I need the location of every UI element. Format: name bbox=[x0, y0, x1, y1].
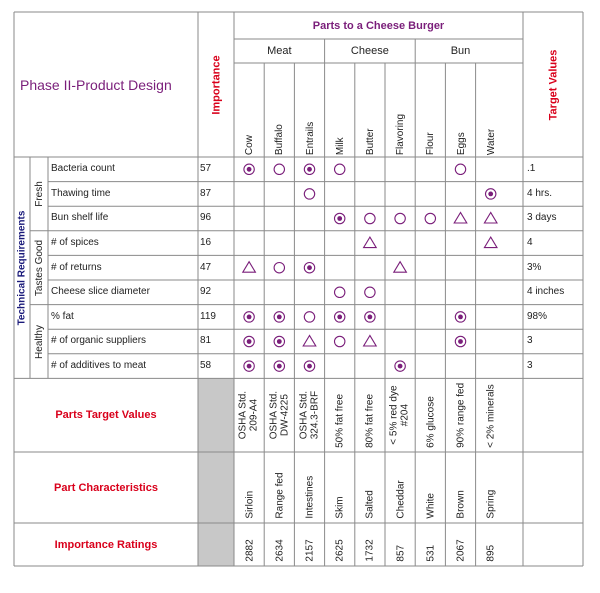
requirement-target-7: 3 bbox=[527, 335, 533, 347]
medium-relationship-symbol bbox=[365, 287, 375, 297]
bottom-value-2-8: 895 bbox=[485, 545, 497, 562]
strong-relationship-dot bbox=[307, 265, 312, 270]
category-label-2: Healthy bbox=[33, 324, 45, 359]
strong-relationship-dot bbox=[247, 315, 252, 320]
requirement-name-6: % fat bbox=[51, 310, 74, 322]
bottom-row-label-1: Part Characteristics bbox=[54, 481, 158, 494]
target-values-header: Target Values bbox=[546, 49, 559, 120]
weak-relationship-triangle bbox=[243, 262, 256, 273]
bottom-value-0-3: 50% fat free bbox=[334, 394, 346, 448]
category-label-0: Fresh bbox=[33, 181, 45, 207]
bottom-value-2-1: 2634 bbox=[273, 539, 285, 562]
bottom-value-0-8: < 2% minerals bbox=[485, 384, 497, 448]
medium-relationship-symbol bbox=[395, 213, 405, 223]
group-header-bun: Bun bbox=[450, 45, 471, 57]
bottom-value-0-1: OSHA Std. DW-4225 bbox=[268, 391, 291, 440]
weak-relationship-triangle bbox=[484, 213, 497, 224]
strong-relationship-dot bbox=[277, 315, 282, 320]
requirement-target-6: 98% bbox=[527, 310, 548, 322]
bottom-value-2-4: 1732 bbox=[364, 539, 376, 562]
strong-relationship-dot bbox=[337, 315, 342, 320]
strong-relationship-dot bbox=[488, 192, 493, 197]
requirement-importance-8: 58 bbox=[200, 360, 212, 372]
requirement-target-4: 3% bbox=[527, 261, 542, 273]
requirement-name-3: # of spices bbox=[51, 237, 99, 249]
strong-relationship-dot bbox=[307, 167, 312, 172]
medium-relationship-symbol bbox=[335, 287, 345, 297]
bottom-value-0-6: 6% glucose bbox=[424, 396, 436, 448]
bottom-value-2-0: 2882 bbox=[243, 539, 255, 562]
strong-relationship-dot bbox=[277, 364, 282, 369]
medium-relationship-symbol bbox=[304, 189, 314, 199]
weak-relationship-triangle bbox=[484, 237, 497, 248]
requirement-name-0: Bacteria count bbox=[51, 163, 115, 175]
bottom-value-1-1: Range fed bbox=[273, 472, 285, 519]
part-header-flavoring: Flavoring bbox=[394, 113, 406, 155]
bottom-row-label-2: Importance Ratings bbox=[54, 538, 158, 551]
part-header-flour: Flour bbox=[424, 132, 436, 155]
part-header-butter: Butter bbox=[364, 128, 376, 155]
requirement-target-5: 4 inches bbox=[527, 286, 565, 298]
weak-relationship-triangle bbox=[303, 336, 316, 347]
part-header-cow: Cow bbox=[243, 134, 255, 155]
requirement-importance-7: 81 bbox=[200, 335, 212, 347]
bottom-value-0-4: 80% fat free bbox=[364, 394, 376, 448]
bottom-value-2-6: 531 bbox=[424, 545, 436, 562]
part-header-milk: Milk bbox=[334, 137, 346, 155]
requirement-importance-6: 119 bbox=[200, 310, 216, 322]
bottom-value-0-5: < 5% red dye #204 bbox=[389, 385, 412, 445]
bottom-value-1-2: Intestines bbox=[304, 476, 315, 519]
strong-relationship-dot bbox=[458, 339, 463, 344]
requirement-importance-2: 96 bbox=[200, 212, 212, 224]
bottom-value-1-0: Sirloin bbox=[243, 491, 255, 519]
weak-relationship-triangle bbox=[394, 262, 407, 273]
medium-relationship-symbol bbox=[335, 164, 345, 174]
bottom-value-0-7: 90% range fed bbox=[454, 382, 466, 448]
part-header-eggs: Eggs bbox=[455, 132, 466, 155]
part-header-buffalo: Buffalo bbox=[273, 124, 285, 155]
page-title: Phase II-Product Design bbox=[20, 77, 172, 93]
requirement-name-4: # of returns bbox=[51, 261, 102, 273]
medium-relationship-symbol bbox=[425, 213, 435, 223]
medium-relationship-symbol bbox=[274, 164, 284, 174]
strong-relationship-dot bbox=[307, 364, 312, 369]
part-header-water: Water bbox=[485, 128, 497, 155]
bottom-value-2-5: 857 bbox=[394, 545, 406, 562]
bottom-value-2-2: 2157 bbox=[304, 539, 315, 562]
category-label-1: Tastes Good bbox=[33, 239, 45, 296]
parts-header: Parts to a Cheese Burger bbox=[312, 19, 445, 32]
requirement-name-2: Bun shelf life bbox=[51, 212, 109, 224]
medium-relationship-symbol bbox=[455, 164, 465, 174]
bottom-row-label-0: Parts Target Values bbox=[55, 409, 157, 422]
requirement-name-5: Cheese slice diameter bbox=[51, 286, 150, 298]
requirement-name-7: # of organic suppliers bbox=[51, 335, 147, 347]
weak-relationship-triangle bbox=[454, 213, 467, 224]
medium-relationship-symbol bbox=[274, 263, 284, 273]
strong-relationship-dot bbox=[247, 364, 252, 369]
bottom-value-1-8: Spring bbox=[485, 490, 497, 519]
requirement-importance-0: 57 bbox=[200, 163, 212, 175]
weak-relationship-triangle bbox=[364, 237, 377, 248]
part-header-entrails: Entrails bbox=[304, 121, 315, 155]
requirement-importance-5: 92 bbox=[200, 286, 212, 298]
strong-relationship-dot bbox=[458, 315, 463, 320]
requirement-importance-1: 87 bbox=[200, 187, 212, 199]
requirement-target-1: 4 hrs. bbox=[527, 187, 553, 199]
technical-requirements-label: Technical Requirements bbox=[16, 210, 28, 326]
medium-relationship-symbol bbox=[304, 312, 314, 322]
strong-relationship-dot bbox=[247, 167, 252, 172]
requirement-name-1: Thawing time bbox=[51, 187, 111, 199]
medium-relationship-symbol bbox=[335, 336, 345, 346]
requirement-target-2: 3 days bbox=[527, 212, 557, 224]
bottom-value-2-7: 2067 bbox=[455, 539, 466, 562]
strong-relationship-dot bbox=[368, 315, 373, 320]
importance-shaded-cell bbox=[198, 378, 234, 566]
medium-relationship-symbol bbox=[365, 213, 375, 223]
requirement-target-8: 3 bbox=[527, 360, 533, 372]
strong-relationship-dot bbox=[247, 339, 252, 344]
group-header-meat: Meat bbox=[267, 45, 292, 57]
bottom-value-1-3: Skim bbox=[334, 496, 346, 519]
importance-header: Importance bbox=[209, 54, 222, 115]
requirement-importance-4: 47 bbox=[200, 261, 212, 273]
bottom-value-1-5: Cheddar bbox=[394, 480, 406, 519]
weak-relationship-triangle bbox=[364, 336, 377, 347]
group-header-cheese: Cheese bbox=[350, 45, 389, 57]
bottom-value-2-3: 2625 bbox=[334, 539, 346, 562]
requirement-target-3: 4 bbox=[527, 237, 533, 249]
bottom-value-1-4: Salted bbox=[364, 490, 376, 519]
strong-relationship-dot bbox=[337, 216, 342, 221]
bottom-value-1-6: White bbox=[424, 493, 436, 519]
bottom-value-1-7: Brown bbox=[455, 490, 466, 519]
requirement-name-8: # of additives to meat bbox=[51, 360, 147, 372]
bottom-value-0-2: OSHA Std. 324.3-BRF bbox=[298, 391, 321, 440]
strong-relationship-dot bbox=[398, 364, 403, 369]
bottom-value-0-0: OSHA Std. 209-A4 bbox=[238, 391, 261, 440]
strong-relationship-dot bbox=[277, 339, 282, 344]
requirement-target-0: .1 bbox=[527, 163, 536, 175]
requirement-importance-3: 16 bbox=[200, 237, 212, 249]
